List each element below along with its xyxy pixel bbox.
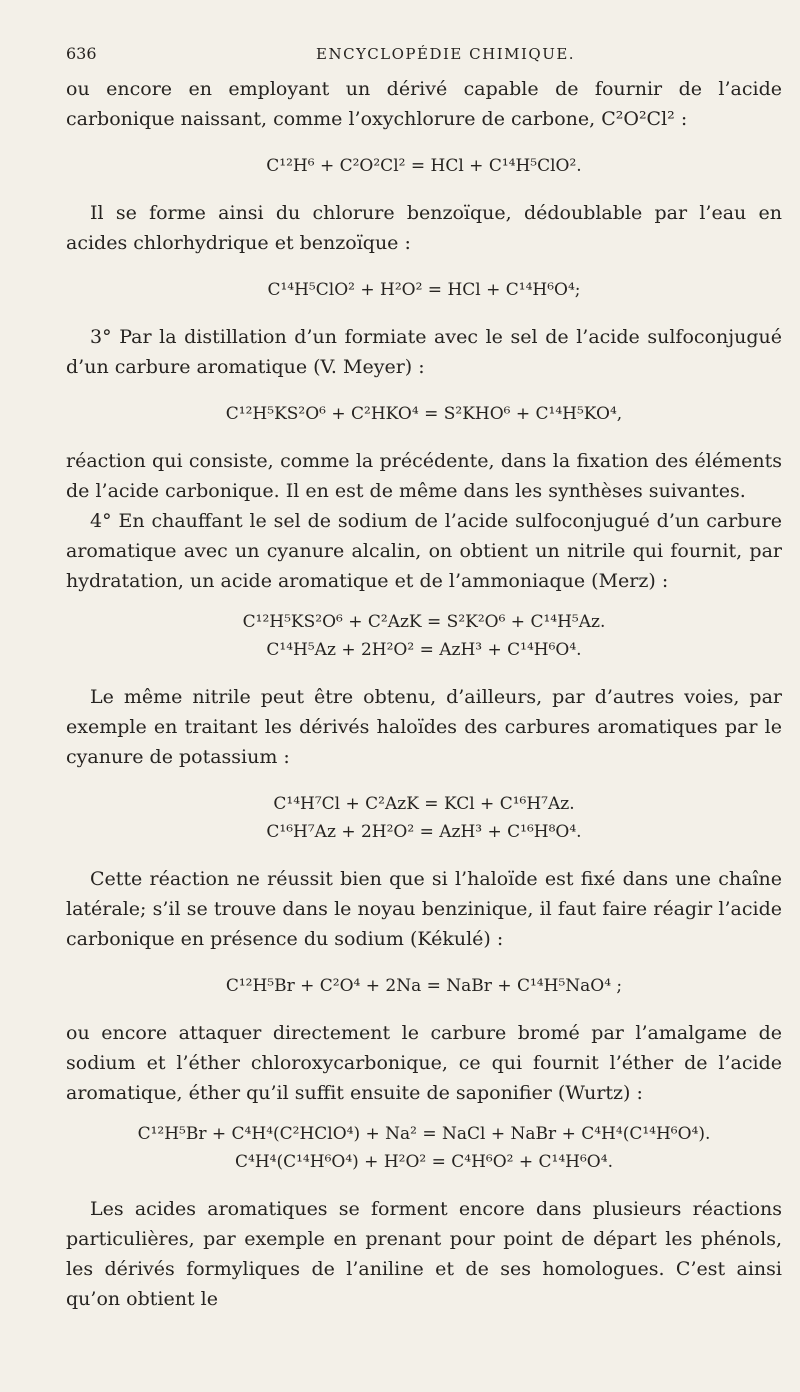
paragraph-8: ou encore attaquer directement le carbure bromé par l’amalgame de sodium et l’éther chloroxycarbonique, ce qui fournit l’éther de l’acide aromatique, éther qu’il suffit ensuite de saponifier (Wurtz) : [66,1022,782,1104]
equation-3-line: C¹²H⁵KS²O⁶ + C²HKO⁴ = S²KHO⁶ + C¹⁴H⁵KO⁴, [225,404,623,424]
equation-1 [66,152,782,180]
page-number: 636 [66,44,97,63]
equation-1-line: C¹²H⁶ + C²O²Cl² = HCl + C¹⁴H⁵ClO². [266,156,582,176]
equation-6 [66,972,782,1000]
paragraph-6: Le même nitrile peut être obtenu, d’ailleurs, par d’autres voies, par exemple en traitant les dérivés haloïdes des carbures aromatiques par le cyanure de potassium : [66,686,782,768]
equation-2-line: C¹⁴H⁵ClO² + H²O² = HCl + C¹⁴H⁶O⁴; [267,280,581,300]
equation-5 [66,790,782,846]
equation-7 [66,1120,782,1176]
equation-7b-line: C⁴H⁴(C¹⁴H⁶O⁴) + H²O² = C⁴H⁶O² + C¹⁴H⁶O⁴. [235,1152,613,1172]
equation-6-line: C¹²H⁵Br + C²O⁴ + 2Na = NaBr + C¹⁴H⁵NaO⁴ ; [225,976,623,996]
equation-5a-line: C¹⁴H⁷Cl + C²AzK = KCl + C¹⁶H⁷Az. [273,794,575,814]
equation-7a-line: C¹²H⁵Br + C⁴H⁴(C²HClO⁴) + Na² = NaCl + NaBr + C⁴H⁴(C¹⁴H⁶O⁴). [137,1124,711,1144]
paragraph-9: Les acides aromatiques se forment encore dans plusieurs réactions particulières, par exemple en prenant pour point de départ les phénols, les dérivés formyliques de l’aniline et de ses homologues. C’est ainsi qu’on obtient le [66,1198,782,1310]
running-header [66,44,782,74]
paragraph-4: réaction qui consiste, comme la précédente, dans la fixation des éléments de l’acide carbonique. Il en est de même dans les synthèses suivantes. [66,450,782,502]
equation-2 [66,276,782,304]
paragraph-2: Il se forme ainsi du chlorure benzoïque, dédoublable par l’eau en acides chlorhydrique et benzoïque : [66,202,782,254]
paragraph-3: 3° Par la distillation d’un formiate avec le sel de l’acide sulfoconjugué d’un carbure aromatique (V. Meyer) : [66,326,782,378]
equation-4b-line: C¹⁴H⁵Az + 2H²O² = AzH³ + C¹⁴H⁶O⁴. [266,640,582,660]
paragraph-1: ou encore en employant un dérivé capable de fournir de l’acide carbonique naissant, comme l’oxychlorure de carbone, C²O²Cl² : [66,78,782,130]
paragraph-7: Cette réaction ne réussit bien que si l’haloïde est fixé dans une chaîne latérale; s’il se trouve dans le noyau benzinique, il faut faire réagir l’acide carbonique en présence du sodium (Kékulé) : [66,868,782,950]
equation-3 [66,400,782,428]
running-title: ENCYCLOPÉDIE CHIMIQUE. [316,45,576,63]
equation-4 [66,608,782,664]
paragraph-5: 4° En chauffant le sel de sodium de l’acide sulfoconjugué d’un carbure aromatique avec un cyanure alcalin, on obtient un nitrile qui fournit, par hydratation, un acide aromatique et de l’ammoniaque (Merz) : [66,510,782,592]
equation-4a-line: C¹²H⁵KS²O⁶ + C²AzK = S²K²O⁶ + C¹⁴H⁵Az. [242,612,606,632]
equation-5b-line: C¹⁶H⁷Az + 2H²O² = AzH³ + C¹⁶H⁸O⁴. [266,822,582,842]
